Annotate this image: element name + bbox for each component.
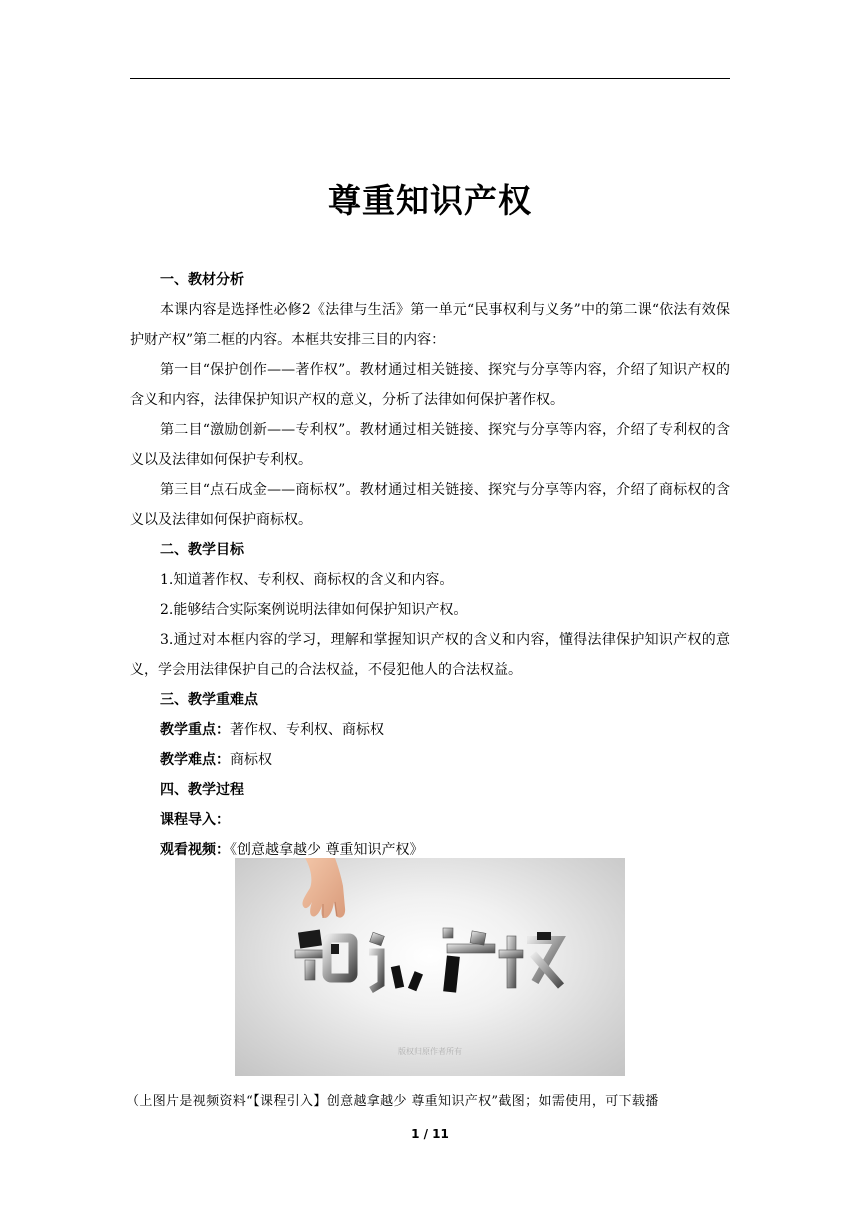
- section-heading-key-points: 三、教学重难点: [160, 692, 258, 708]
- document-body: [130, 265, 730, 865]
- video-label: 观看视频：: [160, 842, 230, 858]
- paragraph-analysis-intro: 本课内容是选择性必修2《法律与生活》第一单元“民事权利与义务”中的第二课“依法有效保护财产权”第二框的内容。本框共安排三目的内容：: [130, 302, 730, 348]
- difficulty-line: [130, 745, 730, 775]
- hand-illustration: [302, 858, 345, 918]
- page-number: 1 / 11: [411, 1127, 449, 1141]
- video-screenshot: [235, 858, 625, 1076]
- key-point-value: 著作权、专利权、商标权: [230, 722, 384, 738]
- section-heading-goals: 二、教学目标: [160, 542, 244, 558]
- paragraph-item-patent: 第二目“激励创新——专利权”。教材通过相关链接、探究与分享等内容，介绍了专利权的含义以及法律如何保护专利权。: [130, 422, 730, 468]
- video-still-illustration: [235, 858, 625, 1076]
- scene-char-chan: [443, 928, 495, 993]
- goal-item-1: 1.知道著作权、专利权、商标权的含义和内容。: [160, 572, 454, 588]
- goal-item-2: 2.能够结合实际案例说明法律如何保护知识产权。: [160, 602, 468, 618]
- figure-caption: （上图片是视频资料“【课程引入】创意越拿越少 尊重知识产权”截图；如需使用，可下载播: [126, 1094, 659, 1109]
- video-watermark: 版权归原作者所有: [398, 1047, 462, 1056]
- document-title: 尊重知识产权: [328, 181, 532, 220]
- goal-item-3: 3.通过对本框内容的学习，理解和掌握知识产权的含义和内容，懂得法律保护知识产权的意义，学会用法律保护自己的合法权益，不侵犯他人的合法权益。: [130, 632, 730, 678]
- header-rule: [130, 78, 730, 79]
- key-point-label: 教学重点：: [160, 722, 230, 738]
- scene-char-shi: [369, 932, 423, 991]
- difficulty-label: 教学难点：: [160, 752, 230, 768]
- paragraph-item-copyright: 第一目“保护创作——著作权”。教材通过相关链接、探究与分享等内容，介绍了知识产权的含义和内容，法律保护知识产权的意义，分析了法律如何保护著作权。: [130, 362, 730, 408]
- section-heading-process: 四、教学过程: [160, 782, 244, 798]
- scene-char-quan: [499, 932, 561, 988]
- course-intro-label: 课程导入：: [160, 812, 230, 828]
- key-point-line: [130, 715, 730, 745]
- scene-characters: [295, 928, 561, 993]
- difficulty-value: 商标权: [230, 752, 272, 768]
- paragraph-item-trademark: 第三目“点石成金——商标权”。教材通过相关链接、探究与分享等内容，介绍了商标权的含义以及法律如何保护商标权。: [130, 482, 730, 528]
- video-title: 《创意越拿越少 尊重知识产权》: [230, 842, 424, 858]
- scene-char-zhi: [295, 930, 353, 980]
- section-heading-analysis: 一、教材分析: [160, 272, 244, 288]
